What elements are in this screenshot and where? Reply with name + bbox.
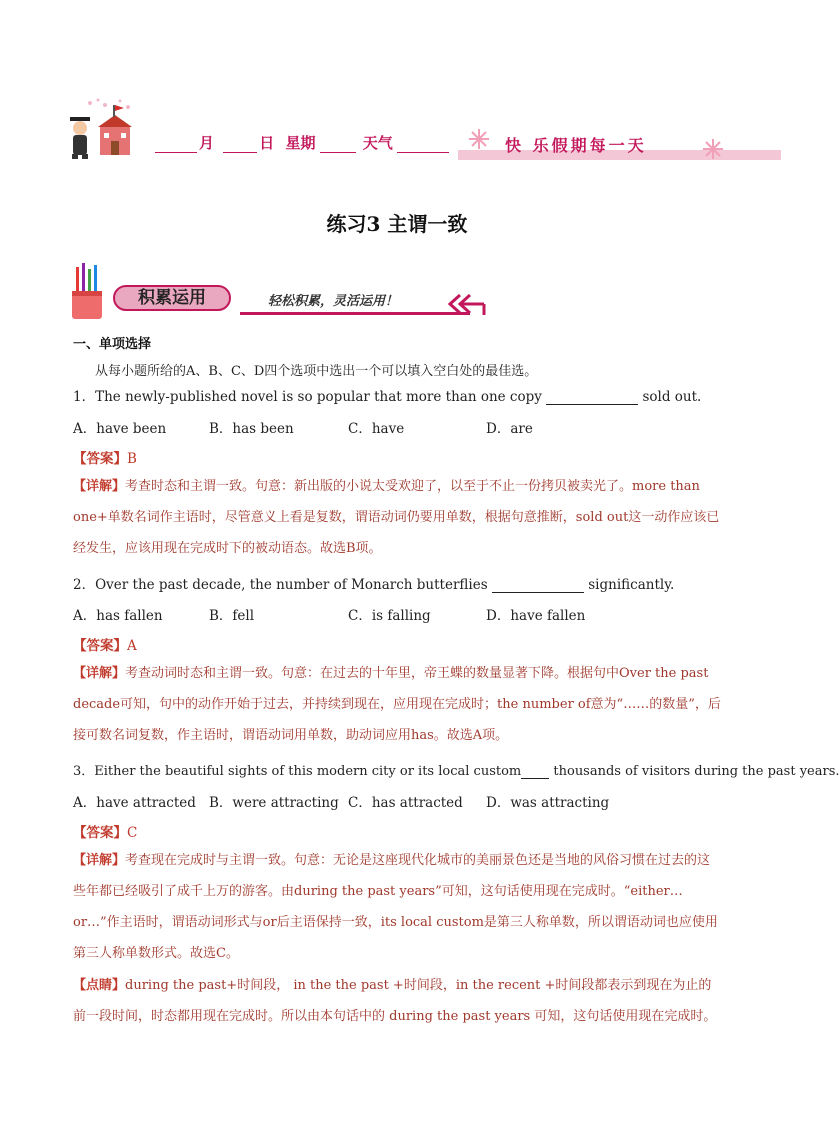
month-label: 月 [199, 134, 215, 152]
option-b[interactable]: B．has been [209, 421, 294, 437]
answer-blank [521, 778, 549, 779]
section-badge-label: 积累运用 [138, 288, 206, 308]
question-stem [73, 760, 840, 779]
stem-text: 1．The newly-published novel is so popular that more than one copy [73, 389, 542, 405]
option-a[interactable]: A．has fallen [73, 608, 163, 624]
answer-line [73, 634, 137, 654]
date-weather-fields [155, 132, 449, 153]
part-instruction: 从每小题所给的A、B、C、D四个选项中选出一个可以填入空白处的最佳选。 [95, 364, 538, 379]
answer-tag: 【答案】 [73, 638, 127, 654]
stem-text: 3．Either the beautiful sights of this modern city or its local custom [73, 764, 522, 779]
header-slogan: 快 乐假期每一天 [505, 136, 647, 155]
option-c[interactable]: C．have [348, 421, 405, 437]
stem-text: significantly. [588, 577, 675, 593]
answer-tag: 【答案】 [73, 451, 127, 467]
option-b[interactable]: B．were attracting [209, 795, 339, 811]
snowflake-icon [468, 128, 490, 150]
day-label: 日 [259, 134, 275, 152]
option-d[interactable]: D．was attracting [486, 795, 610, 811]
section-underline [240, 312, 470, 315]
answer-value: A [127, 638, 137, 654]
detail-text: 考查时态和主谓一致。句意：新出版的小说太受欢迎了，以至于不止一份拷贝被卖光了。more than one+单数名词作主语时，尽管意义上看是复数，谓语动词仍要用单数，根据句意推断，sold out这一动作应该已经发生，应该用现在完成时下的被动语态。故选B项。 [73, 479, 720, 556]
option-c[interactable]: C．has attracted [348, 795, 463, 811]
pencil-cup-icon [70, 263, 106, 321]
answer-line [73, 447, 137, 467]
option-a[interactable]: A．have attracted [73, 795, 196, 811]
option-c[interactable]: C．is falling [348, 608, 431, 624]
snowflake-icon [702, 138, 724, 160]
detail-tag: 【详解】 [73, 666, 126, 681]
explanation [73, 658, 723, 751]
weather-blank[interactable] [397, 138, 449, 153]
note-text: during the past+时间段， in the the past +时间段，in the recent +时间段都表示到现在为止的前一段时间，时态都用现在完成时。所以由本句话中的 during the past years 可知，这句话使用现在完成时。 [73, 978, 717, 1024]
question-stem [73, 385, 701, 405]
explanation [73, 845, 723, 969]
key-point [73, 970, 723, 1032]
option-b[interactable]: B．fell [209, 608, 255, 624]
week-label: 星期 [285, 134, 316, 152]
week-blank[interactable] [320, 138, 356, 153]
detail-tag: 【详解】 [73, 479, 126, 494]
month-blank[interactable] [155, 138, 197, 153]
detail-text: 考查现在完成时与主谓一致。句意：无论是这座现代化城市的美丽景色还是当地的风俗习惯在过去的这些年都已经吸引了成千上万的游客。由during the past years”可知，这句话使用现在完成时。“either…or…”作主语时，谓语动词形式与or后主语保持一致，its local custom是第三人称单数，所以谓语动词也应使用第三人称单数形式。故选C。 [73, 853, 718, 961]
weather-label: 天气 [362, 134, 393, 152]
explanation [73, 471, 723, 564]
detail-tag: 【详解】 [73, 853, 126, 868]
answer-blank [492, 592, 584, 593]
stem-text: sold out. [642, 389, 702, 405]
option-d[interactable]: D．have fallen [486, 608, 586, 624]
stem-text: 2．Over the past decade, the number of Monarch butterflies [73, 577, 488, 593]
question-stem [73, 573, 674, 593]
answer-blank [546, 404, 638, 405]
section-slogan: 轻松积累，灵活运用！ [268, 294, 399, 309]
answer-tag: 【答案】 [73, 825, 127, 841]
detail-text: 考查动词时态和主谓一致。句意：在过去的十年里，帝王蝶的数量显著下降。根据句中Over the past decade可知，句中的动作开始于过去，并持续到现在，应用现在完成时；the number of意为“……的数量”，后接可数名词复数，作主语时，谓语动词用单数，助动词应用has。故选A项。 [73, 666, 721, 743]
answer-value: B [127, 451, 137, 467]
day-blank[interactable] [223, 138, 257, 153]
option-d[interactable]: D．are [486, 421, 533, 437]
note-tag: 【点睛】 [73, 978, 126, 993]
part-heading: 一、单项选择 [73, 337, 152, 352]
double-arrow-left-icon [446, 291, 486, 317]
section-badge [113, 285, 231, 311]
stem-text: thousands of visitors during the past years. [553, 764, 840, 779]
page-title: 练习3 主谓一致 [326, 212, 468, 236]
option-a[interactable]: A．have been [73, 421, 167, 437]
graduate-school-illustration [60, 95, 160, 160]
answer-line [73, 821, 137, 841]
answer-value: C [127, 825, 138, 841]
